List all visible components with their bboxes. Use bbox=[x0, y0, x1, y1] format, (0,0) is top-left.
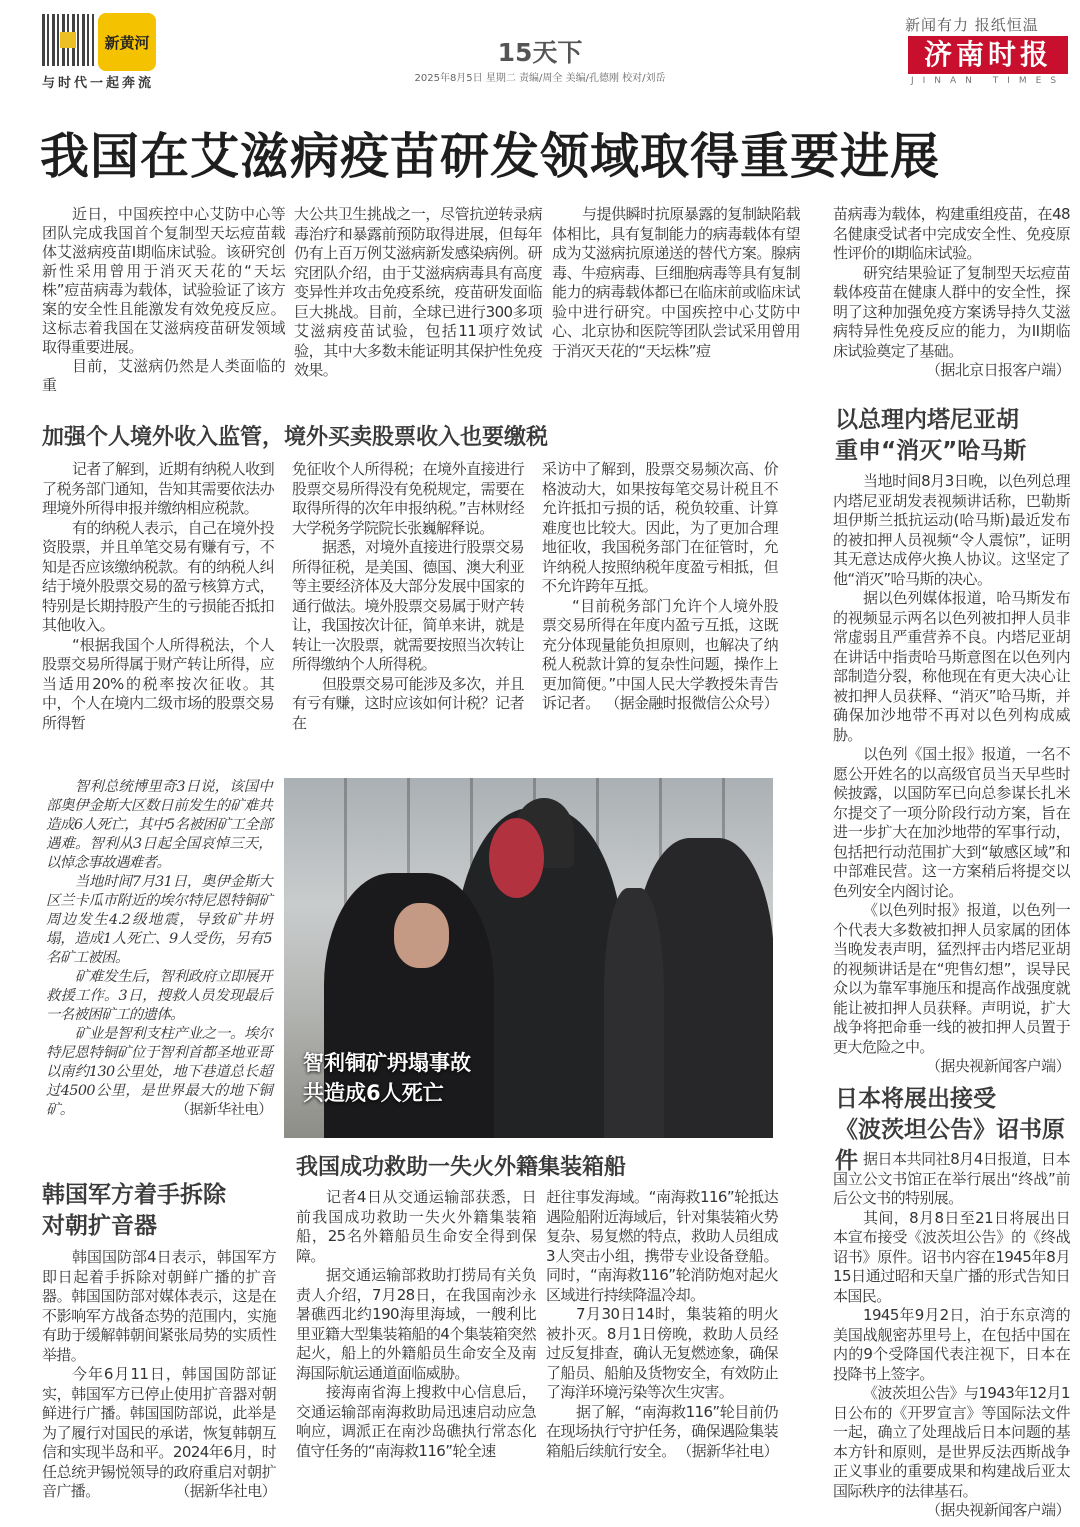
lead-col-3 bbox=[552, 205, 800, 361]
ship-col-1 bbox=[296, 1188, 536, 1461]
paragraph: 以色列《国土报》报道，一名不愿公开姓名的以高级官员当天早些时候披露，以国防军已向总参谋长扎米尔提交了一项分阶段行动方案，旨在进一步扩大在加沙地带的军事行动，包括把行动范围扩大到“敏感区域”和中部难民营。这一方案稍后将提交以色列安全内阁讨论。 bbox=[833, 745, 1070, 900]
lead-col-2 bbox=[294, 205, 542, 381]
right-slogan: 新闻有力 报纸恒温 bbox=[905, 16, 1039, 34]
paragraph: 《波茨坦公告》诏书原件 bbox=[835, 1117, 1065, 1174]
paragraph: 矿难发生后，智利政府立即展开救援工作。3日，搜救人员发现最后一名被困矿工的遗体。 bbox=[46, 969, 272, 1023]
paragraph: 据以色列媒体报道，哈马斯发布的视频显示两名以色列被扣押人员非常虚弱且严重营养不良。内塔尼亚胡在讲话中指责哈马斯意图在以色列内部制造分裂，称他现在有更大决心让被扣押人员获释、“消灭”哈马斯，并确保加沙地带不再对以色列构成威胁。 bbox=[833, 589, 1070, 744]
paragraph: 1945年9月2日，泊于东京湾的美国战舰密苏里号上，在包括中国在内的9个受降国代表注视下，日本在投降书上签字。 bbox=[833, 1306, 1070, 1383]
paragraph: 接海南省海上搜救中心信息后，交通运输部南海救助局迅速启动应急响应，调派正在南沙岛礁执行常态化值守任务的“南海救116”轮全速 bbox=[296, 1383, 536, 1460]
source: （据央视新闻客户端） bbox=[925, 1501, 1070, 1519]
paragraph: 重申“消灭”哈马斯 bbox=[835, 438, 1027, 464]
paragraph: 对朝扩音器 bbox=[42, 1213, 157, 1239]
paragraph: 韩国军方着手拆除 bbox=[42, 1182, 226, 1208]
korea-body bbox=[42, 1248, 276, 1502]
lead-col-4 bbox=[833, 205, 1070, 381]
paragraph: 当地时间8月3日晚，以色列总理内塔尼亚胡发表视频讲话称，巴勒斯坦伊斯兰抵抗运动(哈马斯)最近发布的被扣押人员视频“令人震惊”，证明其无意达成停火换人协议。这坚定了他“消灭”哈马斯的决心。 bbox=[833, 472, 1070, 588]
chile-body bbox=[46, 778, 272, 1120]
paragraph: 智利铜矿坍塌事故 bbox=[303, 1051, 471, 1075]
source: （据金融时报微信公众号） bbox=[605, 694, 778, 712]
japan-body bbox=[833, 1150, 1070, 1521]
israel-body bbox=[833, 472, 1070, 1077]
jinan-times-en: JINAN TIMES bbox=[910, 76, 1066, 86]
source: （据新华社电） bbox=[677, 1441, 778, 1460]
paragraph: 据交通运输部救助打捞局有关负责人介绍，7月28日，在我国南沙永暑礁西北约190海里海域，一艘利比里亚籍大型集装箱船的4个集装箱突然起火，船上的外籍船员生命安全及南海国际航运通道面临威胁。 bbox=[296, 1266, 536, 1382]
paragraph: 以总理内塔尼亚胡 bbox=[835, 407, 1019, 433]
paragraph: 与提供瞬时抗原暴露的复制缺陷载体相比，具有复制能力的病毒载体有望成为艾滋病抗原递送的替代方案。腺病毒、牛痘病毒、巨细胞病毒等具有复制能力的病毒载体都已在临床前或临床试验中进行研究。中国疾控中心艾防中心、北京协和医院等团队尝试采用曾用于消灭天花的“天坛株”痘 bbox=[552, 205, 800, 360]
paragraph: 记者了解到，近期有纳税人收到了税务部门通知，告知其需要依法办理境外所得申报并缴纳相应税款。 bbox=[42, 460, 274, 517]
paragraph: 采访中了解到，股票交易频次高、价格波动大，如果按每笔交易计税且不允许抵扣亏损的话，税负较重、计算难度也比较大。因此，为了更加合理地征收，我国税务部门在征管时，允许纳税人按照纳税年度盈亏相抵，但不允许跨年互抵。 bbox=[542, 460, 778, 595]
chile-mine-photo bbox=[284, 778, 773, 1138]
paragraph: 《以色列时报》报道，以色列一个代表大多数被扣押人员家属的团体当晚发表声明，猛烈抨击内塔尼亚胡的视频讲话是在“兜售幻想”，误导民众以为靠军事施压和提高作战强度就能让被扣押人员获释。声明说，扩大战争将把命垂一线的被扣押人员置于更大危险之中。 bbox=[833, 901, 1070, 1056]
left-slogan: 与时代一起奔流 bbox=[42, 76, 155, 91]
korea-headline bbox=[42, 1180, 226, 1242]
jinan-times-logo: 济南时报 bbox=[908, 36, 1068, 74]
paragraph: 近日，中国疾控中心艾防中心等团队完成我国首个复制型天坛痘苗载体艾滋病疫苗I期临床试验。该研究创新性采用曾用于消灭天花的“天坛株”痘苗病毒为载体，试验验证了该方案的安全性且能激发有效免疫反应。这标志着我国在艾滋病疫苗研发领域取得重要进展。 bbox=[42, 205, 285, 356]
page-meta: 2025年8月5日 星期二 责编/周全 美编/孔德刚 校对/刘岳 bbox=[414, 73, 666, 84]
paragraph: 其间，8月8日至21日将展出日本宣布接受《波茨坦公告》的《终战诏书》原件。诏书内容在1945年8月15日通过昭和天皇广播的形式告知日本国民。 bbox=[833, 1208, 1070, 1305]
paragraph: 韩国国防部4日表示，韩国军方即日起着手拆除对朝鲜广播的扩音器。韩国国防部对媒体表示，这是在不影响军方战备态势的范围内，实施有助于缓解韩朝间紧张局势的实质性举措。 bbox=[42, 1248, 276, 1364]
paragraph: 研究结果验证了复制型天坛痘苗载体疫苗在健康人群中的安全性，探明了这种加强免疫方案诱导持久艾滋病特异性免疫反应的能力，为II期临床试验奠定了基础。 bbox=[833, 263, 1070, 360]
lead-headline: 我国在艾滋病疫苗研发领域取得重要进展 bbox=[40, 128, 941, 185]
lead-col-1 bbox=[42, 205, 285, 395]
tax-headline: 加强个人境外收入监管，境外买卖股票收入也要缴税 bbox=[42, 425, 549, 450]
page-title: 15天下 bbox=[497, 38, 583, 67]
tax-col-2 bbox=[292, 460, 524, 733]
paragraph: 记者4日从交通运输部获悉，日前我国成功救助一失火外籍集装箱船，25名外籍船员生命安全得到保障。 bbox=[296, 1188, 536, 1265]
photo-caption bbox=[303, 1048, 471, 1108]
ship-col-2 bbox=[546, 1188, 778, 1461]
paragraph: 智利总统博里奇3日说，该国中部奥伊金斯大区数日前发生的矿难共造成6人死亡，其中5名被困矿工全部遇难。智利从3日起全国哀悼三天，以悼念事故遇难者。 bbox=[46, 779, 272, 871]
paragraph: 据了解，“南海救116”轮目前仍在现场执行守护任务，确保遇险集装箱船后续航行安全。 bbox=[546, 1402, 778, 1460]
paragraph: 7月30日14时，集装箱的明火被扑灭。8月1日傍晚，救助人员经过反复排查，确认无复燃迹象，确保了船员、船舶及货物安全，有效防止了海洋环境污染等次生灾害。 bbox=[546, 1305, 778, 1401]
paragraph: 今年6月11日，韩国国防部证实，韩国军方已停止使用扩音器对朝鲜进行广播。韩国国防部说，此举是为了履行对国民的承诺，恢复韩朝互信和实现半岛和平。2024年6月，时任总统尹锡悦领导的政府重启对朝扩音广播。 bbox=[42, 1365, 276, 1500]
tax-col-1 bbox=[42, 460, 274, 733]
paragraph: 据悉，对境外直接进行股票交易所得征税，是美国、德国、澳大利亚等主要经济体及大部分发展中国家的通行做法。境外股票交易属于财产转让，我国按次计征，简单来讲，就是转让一次股票，就需要按照当次转让所得缴纳个人所得税。 bbox=[292, 538, 524, 673]
paragraph: 大公共卫生挑战之一，尽管抗逆转录病毒治疗和暴露前预防取得进展，但每年仍有上百万例艾滋病新发感染病例。研究团队介绍，由于艾滋病病毒具有高度变异性并攻击免疫系统，疫苗研发面临巨大挑战。目前，全球已进行300多项艾滋病疫苗试验，包括11项疗效试验，其中大多数未能证明其保护性免疫效果。 bbox=[294, 205, 542, 379]
paragraph: 但股票交易可能涉及多次，并且有亏有赚，这时应该如何计税？记者在 bbox=[292, 674, 524, 732]
source: （据新华社电） bbox=[175, 1482, 276, 1500]
source: （据央视新闻客户端） bbox=[925, 1057, 1070, 1075]
israel-headline bbox=[835, 405, 1026, 467]
source: （据新华社电） bbox=[175, 1102, 272, 1118]
paragraph: 当地时间7月31日，奥伊金斯大区兰卡瓜市附近的埃尔特尼恩特铜矿周边发生4.2级地震，导致矿井坍塌，造成1人死亡、9人受伤，另有5名矿工被困。 bbox=[46, 874, 272, 966]
paragraph: 赶往事发海域。“南海救116”轮抵达遇险船附近海域后，针对集装箱火势复杂、易复燃的特点，救助人员组成3人突击小组，携带专业设备登船。同时，“南海救116”轮消防炮对起火区域进行持续降温冷却。 bbox=[546, 1188, 778, 1304]
paragraph: 目前，艾滋病仍然是人类面临的重 bbox=[42, 357, 285, 394]
tax-col-3 bbox=[542, 460, 778, 714]
source: （据北京日报客户端） bbox=[925, 361, 1070, 379]
paragraph: 免征收个人所得税；在境外直接进行股票交易所得没有免税规定，需要在取得所得的次年申报纳税。”吉林财经大学税务学院院长张巍解释说。 bbox=[292, 460, 524, 537]
paragraph: 新黄河 bbox=[104, 33, 150, 52]
paragraph: 共造成6人死亡 bbox=[303, 1081, 444, 1105]
paragraph: 《波茨坦公告》与1943年12月1日公布的《开罗宣言》等国际法文件一起，确立了处理战后日本问题的基本方针和原则，是世界反法西斯战争正义事业的重要成果和构建战后亚太国际秩序的法律基石。 bbox=[833, 1384, 1070, 1500]
paragraph: “目前税务部门允许个人境外股票交易所得在年度内盈亏互抵，这既充分体现量能负担原则，也解决了纳税人税款计算的复杂性问题，操作上更加简便。”中国人民大学教授朱青告诉记者。 bbox=[542, 596, 778, 712]
paragraph: “根据我国个人所得税法，个人股票交易所得属于财产转让所得，应当适用20%的税率按次征收。其中，个人在境内二级市场的股票交易所得暂 bbox=[42, 635, 274, 732]
ship-headline: 我国成功救助一失火外籍集装箱船 bbox=[296, 1155, 627, 1180]
paragraph: 矿业是智利支柱产业之一。埃尔特尼恩特铜矿位于智利首都圣地亚哥以南约130公里处，地下巷道总长超过4500公里，是世界最大的地下铜矿。 bbox=[46, 1026, 272, 1118]
paragraph: 有的纳税人表示，自己在境外投资股票，并且单笔交易有赚有亏，不知是否应该缴纳税款。有的纳税人纠结于境外股票交易的盈亏核算方式，特别是长期持股产生的亏损能否抵扣其他收入。 bbox=[42, 518, 274, 634]
paragraph: 日本将展出接受 bbox=[835, 1086, 996, 1112]
paragraph: 据日本共同社8月4日报道，日本国立公文书馆正在举行展出“终战”前后公文书的特别展。 bbox=[833, 1150, 1070, 1207]
paragraph: 苗病毒为载体，构建重组疫苗，在48名健康受试者中完成安全性、免疫原性评价的I期临床试验。 bbox=[833, 205, 1070, 262]
